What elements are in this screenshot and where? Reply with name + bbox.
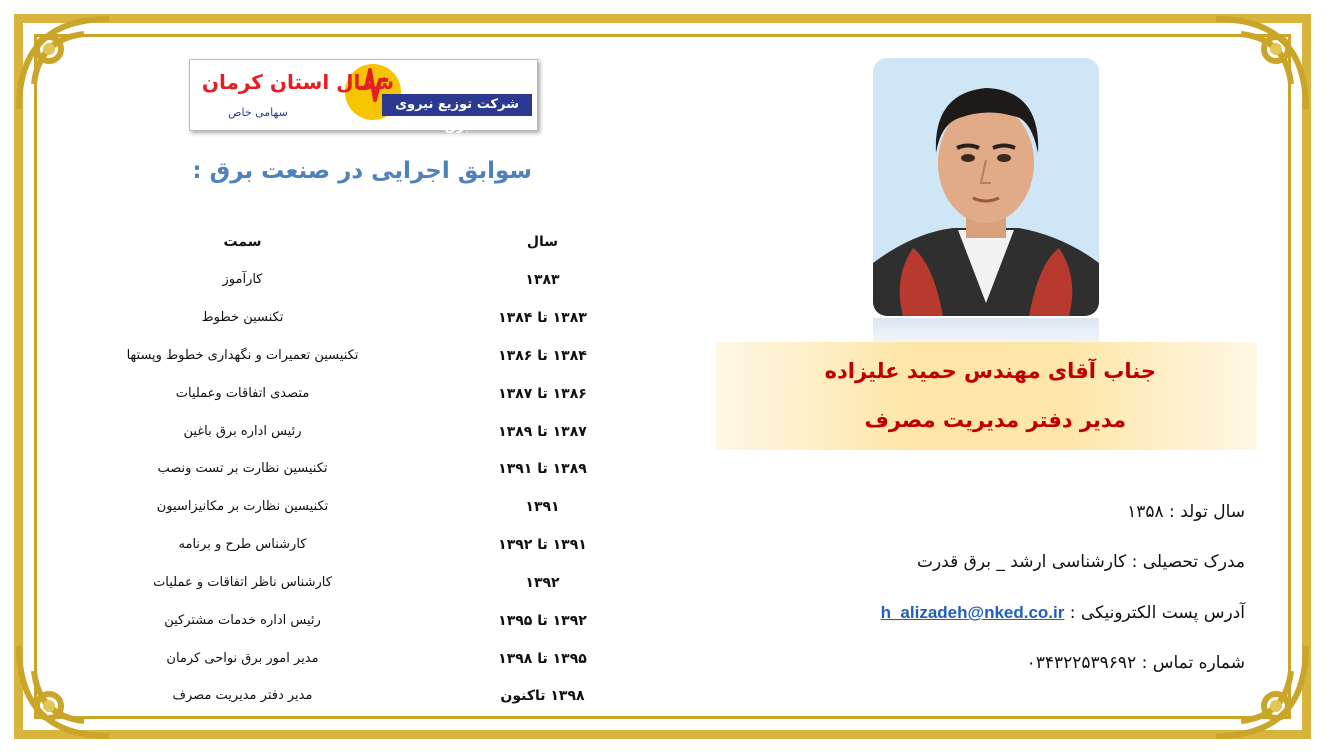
cell-role: مدیر دفتر مدیریت مصرف [172, 688, 313, 703]
ornament-corner-icon [1211, 14, 1311, 114]
table-row [80, 457, 630, 481]
cell-year: ۱۳۹۱ [525, 499, 560, 515]
company-logo [189, 59, 538, 134]
cell-year: ۱۳۸۳ [525, 272, 560, 288]
cell-role: متصدی اتفاقات وعملیات [175, 386, 310, 401]
cell-year: ۱۳۸۷ تا ۱۳۸۹ [498, 424, 587, 440]
column-header-year: سال [526, 234, 559, 250]
section-title: سوابق اجرایی در صنعت برق : [192, 158, 532, 184]
cell-role: تکنیسین تعمیرات و نگهداری خطوط وپستها [126, 348, 359, 363]
education-degree: مدرک تحصیلی : کارشناسی ارشد _ برق قدرت [917, 552, 1245, 572]
cell-role: کارآموز [222, 272, 263, 287]
logo-company-region: شمال استان کرمان [201, 70, 395, 94]
table-row [80, 533, 630, 557]
logo-company-name: شرکت توزیع نیروی برق [382, 94, 532, 116]
cell-year: ۱۳۹۸ تاکنون [500, 688, 585, 704]
table-row [80, 382, 630, 406]
table-row [80, 268, 630, 292]
table-row [80, 609, 630, 633]
cell-role: تکنیسین نظارت بر مکانیزاسیون [156, 499, 329, 514]
table-row [80, 571, 630, 595]
cell-year: ۱۳۸۳ تا ۱۳۸۴ [498, 310, 587, 326]
ornament-corner-icon [14, 14, 114, 114]
cell-role: رئیس اداره برق باغین [183, 424, 302, 439]
cell-role: کارشناس طرح و برنامه [178, 537, 307, 552]
email-label: آدرس پست الکترونیکی : [1064, 603, 1245, 623]
cell-role: رئیس اداره خدمات مشترکین [164, 613, 321, 628]
birth-year: سال تولد : ۱۳۵۸ [1127, 502, 1245, 522]
table-row [80, 306, 630, 330]
person-name: جناب آقای مهندس حمید علیزاده [824, 359, 1156, 383]
cell-year: ۱۳۸۹ تا ۱۳۹۱ [498, 461, 587, 477]
cell-role: تکنسین خطوط [201, 310, 284, 325]
cell-role: کارشناس ناظر اتفاقات و عملیات [153, 575, 332, 590]
cell-year: ۱۳۸۴ تا ۱۳۸۶ [498, 348, 587, 364]
logo-company-type: سهامی خاص [228, 106, 288, 119]
phone-number: شماره تماس : ۰۳۴۳۲۲۵۳۹۶۹۲ [1026, 653, 1245, 673]
cell-year: ۱۳۹۲ [525, 575, 560, 591]
profile-photo [873, 58, 1099, 316]
name-banner [716, 342, 1257, 450]
table-row [80, 495, 630, 519]
column-header-role: سمت [223, 234, 262, 250]
cell-role: تکنیسین نظارت بر تست ونصب [157, 461, 328, 476]
table-row [80, 344, 630, 368]
person-portrait-icon [873, 58, 1099, 316]
table-row [80, 420, 630, 444]
cell-year: ۱۳۹۲ تا ۱۳۹۵ [498, 613, 587, 629]
cell-year: ۱۳۸۶ تا ۱۳۸۷ [498, 386, 587, 402]
table-row [80, 647, 630, 671]
person-job-title: مدیر دفتر مدیریت مصرف [864, 408, 1126, 432]
email-row [785, 603, 1245, 623]
email-link[interactable]: h_alizadeh@nked.co.ir [880, 603, 1065, 622]
cell-year: ۱۳۹۱ تا ۱۳۹۲ [498, 537, 587, 553]
cell-role: مدیر امور برق نواحی کرمان [166, 651, 319, 666]
cell-year: ۱۳۹۵ تا ۱۳۹۸ [498, 651, 587, 667]
table-row [80, 684, 630, 708]
